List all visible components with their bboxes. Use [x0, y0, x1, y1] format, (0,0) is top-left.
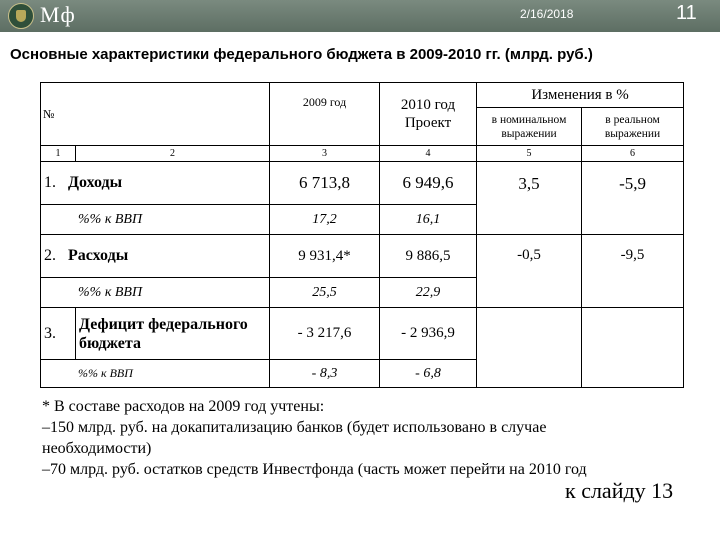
- column-number: 6: [582, 146, 684, 162]
- slide-date: 2/16/2018: [520, 7, 574, 21]
- footnote-line: * В составе расходов на 2009 год учтены:: [42, 398, 325, 415]
- row-label-gdp: %% к ВВП: [41, 360, 270, 388]
- row-number: 2.: [44, 247, 56, 264]
- header-2010: 2010 год Проект: [380, 83, 477, 146]
- footnote-line: –150 млрд. руб. на докапитализацию банков (будет использовано в случае необходимости): [42, 419, 547, 457]
- column-number: 3: [270, 146, 380, 162]
- footnote-line: –70 млрд. руб. остатков средств Инвестфонда (часть может перейти на 2010 год: [42, 461, 587, 478]
- row-number: 3.: [41, 308, 76, 360]
- footnote: [42, 396, 622, 480]
- column-number: 2: [76, 146, 270, 162]
- value-2010: 6 949,6: [380, 162, 477, 205]
- value-2009: 6 713,8: [270, 162, 380, 205]
- row-label-gdp: %% к ВВП: [41, 205, 270, 235]
- value-real-empty: [582, 308, 684, 388]
- value-2009: 9 931,4*: [270, 235, 380, 278]
- page-number: 11: [676, 2, 697, 24]
- value-2010: 22,9: [380, 278, 477, 308]
- emblem-icon: [8, 3, 34, 29]
- value-nominal: -0,5: [477, 235, 582, 308]
- header-bar: [0, 0, 720, 32]
- table-header-row: [41, 83, 684, 108]
- value-real: -5,9: [582, 162, 684, 235]
- row-label: [41, 235, 270, 278]
- row-label-text: Расходы: [68, 247, 129, 264]
- header-nominal: в номинальном выражении: [477, 108, 582, 146]
- value-2009: - 8,3: [270, 360, 380, 388]
- row-label-gdp: %% к ВВП: [41, 278, 270, 308]
- row-label: [41, 162, 270, 205]
- row-label-text: Доходы: [68, 174, 123, 191]
- column-number: 1: [41, 146, 76, 162]
- budget-table: [40, 82, 684, 388]
- value-2010: 16,1: [380, 205, 477, 235]
- page-title: Основные характеристики федерального бюджета в 2009-2010 гг. (млрд. руб.): [10, 46, 593, 63]
- column-number: 5: [477, 146, 582, 162]
- table-row: [41, 162, 684, 205]
- header-changes: Изменения в %: [477, 83, 684, 108]
- brand-logo: Мф: [40, 2, 76, 27]
- value-2009: 25,5: [270, 278, 380, 308]
- value-nominal: 3,5: [477, 162, 582, 235]
- value-2010: - 6,8: [380, 360, 477, 388]
- column-number: 4: [380, 146, 477, 162]
- value-real: -9,5: [582, 235, 684, 308]
- value-2010: 9 886,5: [380, 235, 477, 278]
- header-number: №: [41, 83, 270, 146]
- table-row: [41, 235, 684, 278]
- header-real: в реальном выражении: [582, 108, 684, 146]
- value-2010: - 2 936,9: [380, 308, 477, 360]
- slide-link[interactable]: к слайду 13: [565, 478, 674, 503]
- value-2009: 17,2: [270, 205, 380, 235]
- header-2009: 2009 год: [270, 83, 380, 146]
- table-row: [41, 308, 684, 360]
- value-2009: - 3 217,6: [270, 308, 380, 360]
- column-number-row: [41, 146, 684, 162]
- row-label-text: Дефицит федерального бюджета: [76, 308, 270, 360]
- value-nominal-empty: [477, 308, 582, 388]
- row-number: 1.: [44, 174, 56, 191]
